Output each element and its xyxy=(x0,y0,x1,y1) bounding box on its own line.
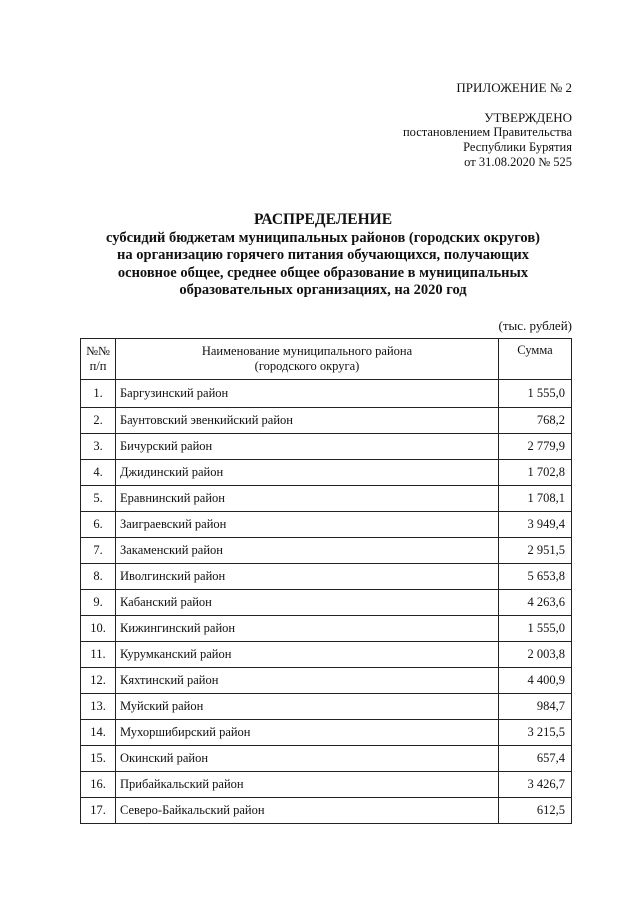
row-district-name: Баунтовский эвенкийский район xyxy=(116,408,499,434)
row-sum: 5 653,8 xyxy=(499,564,572,590)
row-number: 6. xyxy=(81,512,116,538)
header-name-line-1: Наименование муниципального района xyxy=(201,344,413,358)
table-row xyxy=(81,642,572,668)
row-number: 4. xyxy=(81,460,116,486)
table-row xyxy=(81,590,572,616)
header-name xyxy=(116,339,499,380)
row-district-name: Окинский район xyxy=(116,746,499,772)
title-line-1: субсидий бюджетам муниципальных районов (городских округов) xyxy=(106,229,540,246)
row-sum: 1 555,0 xyxy=(499,616,572,642)
row-number: 16. xyxy=(81,772,116,798)
row-number: 2. xyxy=(81,408,116,434)
row-number: 9. xyxy=(81,590,116,616)
table-row xyxy=(81,720,572,746)
table-row xyxy=(81,616,572,642)
approval-line-2: Республики Бурятия xyxy=(463,140,572,154)
header-sum: Сумма xyxy=(499,339,572,380)
units-label: (тыс. рублей) xyxy=(498,318,572,333)
table-row xyxy=(81,538,572,564)
row-number: 14. xyxy=(81,720,116,746)
row-number: 1. xyxy=(81,380,116,408)
row-sum: 2 951,5 xyxy=(499,538,572,564)
table-row xyxy=(81,772,572,798)
row-district-name: Закаменский район xyxy=(116,538,499,564)
row-district-name: Мухоршибирский район xyxy=(116,720,499,746)
table-body xyxy=(81,380,572,824)
row-number: 12. xyxy=(81,668,116,694)
table-row xyxy=(81,512,572,538)
header-number-line-2: п/п xyxy=(89,359,107,373)
appendix-label: ПРИЛОЖЕНИЕ № 2 xyxy=(456,80,572,95)
table-row xyxy=(81,564,572,590)
approval-line-3: от 31.08.2020 № 525 xyxy=(464,155,572,169)
row-district-name: Прибайкальский район xyxy=(116,772,499,798)
row-number: 7. xyxy=(81,538,116,564)
row-sum: 657,4 xyxy=(499,746,572,772)
row-number: 10. xyxy=(81,616,116,642)
table-row xyxy=(81,408,572,434)
header-name-line-2: (городского округа) xyxy=(254,359,360,373)
table-row xyxy=(81,380,572,408)
row-district-name: Кабанский район xyxy=(116,590,499,616)
table-row xyxy=(81,668,572,694)
approval-block xyxy=(403,110,572,170)
row-district-name: Муйский район xyxy=(116,694,499,720)
row-number: 3. xyxy=(81,434,116,460)
row-number: 17. xyxy=(81,798,116,824)
table-row xyxy=(81,798,572,824)
row-district-name: Джидинский район xyxy=(116,460,499,486)
row-district-name: Иволгинский район xyxy=(116,564,499,590)
row-sum: 2 779,9 xyxy=(499,434,572,460)
row-sum: 3 215,5 xyxy=(499,720,572,746)
row-number: 11. xyxy=(81,642,116,668)
table-row xyxy=(81,434,572,460)
header-number xyxy=(81,339,116,380)
row-sum: 1 702,8 xyxy=(499,460,572,486)
approval-line-1: постановлением Правительства xyxy=(402,125,572,139)
row-sum: 2 003,8 xyxy=(499,642,572,668)
row-number: 15. xyxy=(81,746,116,772)
title-heading: РАСПРЕДЕЛЕНИЕ xyxy=(253,211,393,228)
row-number: 5. xyxy=(81,486,116,512)
row-sum: 4 400,9 xyxy=(499,668,572,694)
document-title xyxy=(68,211,578,300)
row-district-name: Кяхтинский район xyxy=(116,668,499,694)
table-header-row xyxy=(81,339,572,380)
table-row xyxy=(81,486,572,512)
row-district-name: Баргузинский район xyxy=(116,380,499,408)
row-sum: 3 949,4 xyxy=(499,512,572,538)
table-row xyxy=(81,460,572,486)
row-sum: 1 708,1 xyxy=(499,486,572,512)
row-number: 8. xyxy=(81,564,116,590)
row-district-name: Северо-Байкальский район xyxy=(116,798,499,824)
approval-heading: УТВЕРЖДЕНО xyxy=(484,110,572,125)
table-row xyxy=(81,746,572,772)
title-line-4: образовательных организациях, на 2020 год xyxy=(179,282,467,298)
row-sum: 1 555,0 xyxy=(499,380,572,408)
row-sum: 4 263,6 xyxy=(499,590,572,616)
table-row xyxy=(81,694,572,720)
header-number-line-1: №№ xyxy=(86,344,110,358)
row-district-name: Заиграевский район xyxy=(116,512,499,538)
row-sum: 984,7 xyxy=(499,694,572,720)
row-number: 13. xyxy=(81,694,116,720)
distribution-table xyxy=(80,338,572,824)
row-district-name: Курумканский район xyxy=(116,642,499,668)
row-sum: 768,2 xyxy=(499,408,572,434)
row-district-name: Еравнинский район xyxy=(116,486,499,512)
row-district-name: Кижингинский район xyxy=(116,616,499,642)
row-sum: 3 426,7 xyxy=(499,772,572,798)
row-sum: 612,5 xyxy=(499,798,572,824)
title-line-3: основное общее, среднее общее образование в муниципальных xyxy=(117,264,529,281)
title-line-2: на организацию горячего питания обучающихся, получающих xyxy=(117,247,529,263)
row-district-name: Бичурский район xyxy=(116,434,499,460)
